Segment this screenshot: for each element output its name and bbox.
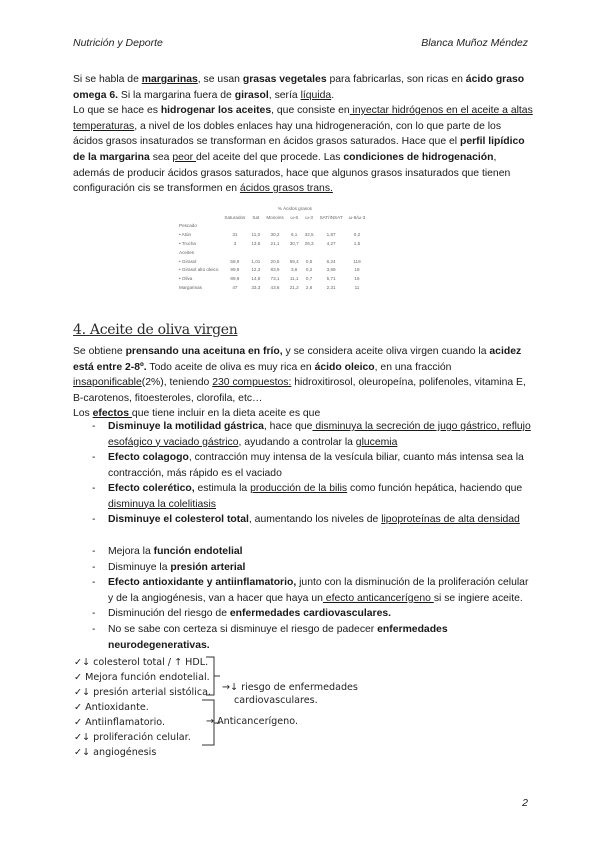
- summary-cardiovascular: →↓ riesgo de enfermedades: [222, 682, 358, 693]
- table-header-row: Saturados Sat Monoins ω-6 ω-3 SAT/INSAT ω-6/ω-3: [224, 214, 366, 220]
- summary-anticancer: → Anticancerígeno.: [206, 716, 299, 727]
- table-group-header: % Ácidos grasos: [277, 205, 312, 211]
- page-number: 2: [522, 797, 528, 809]
- table-row: • Girasol alto oleico 99,9 12,3 83,9 3,6 0,2 3,69 18: [179, 267, 360, 273]
- paragraph-margarinas: Si se habla de margarinas, se usan grasas vegetales para fabricarlas, son ricas en ácido graso omega 6. Si la margarina fuera de girasol, sería líquida. Lo que se hace es hidrogenar los aceites, que consiste en inyectar hidrógenos en el aceite a altas temperaturas, a nivel de los dobles enlaces hay una hidrogeneración, con lo que parte de los ácidos grasos insaturados se transforman en ácidos grasos saturados. Hace que el perfil lipídico de la margarina sea peor del aceite del que procede. Las condiciones de hidrogenación, además de producir ácidos grasos saturados, hace que algunos grasos insaturados que tienen configuración cis se transformen en ácidos grasos trans.: [73, 74, 533, 195]
- summary-item: ✓ Mejora función endotelial.: [74, 672, 210, 683]
- summary-item: ✓↓ presión arterial sistólica.: [74, 687, 212, 698]
- table-row: • Atún 31 11,0 30,2 6,1 32,5 1,87 0,2: [179, 232, 361, 238]
- summary-item: ✓↓ angiogénesis: [74, 747, 157, 758]
- list-item: - Efecto colagogo, contracción muy intensa de la vesícula biliar, cuanto más intensa sea la contracción, más rápido es el vaciado: [92, 452, 524, 479]
- summary-item: ✓↓ proliferación celular.: [74, 732, 191, 743]
- summary-item: ✓ Antioxidante.: [74, 702, 149, 713]
- paragraph-aceite-oliva: Se obtiene prensando una aceituna en frío, y se considera aceite oliva virgen cuando la acidez está entre 2-8º. Todo aceite de oliva es muy rica en ácido oleico, en una fracción insaponificable(2%), teniendo 230 compuestos: hidroxitirosol, oleuropeína, polifenoles, vitamina E, B-carotenos, fitoesteroles, clorofila, etc… Los efectos que tiene incluir en la dieta aceite es que: [73, 346, 526, 420]
- summary-item: ✓ Antiinflamatorio.: [74, 717, 166, 728]
- list-item: - Disminuye la motilidad gástrica, hace que disminuya la secreción de jugo gástrico, reflujo esofágico y vaciado gástrico, ayudando a controlar la glucemia: [92, 421, 531, 448]
- table-row: • Oliva 89,9 14,8 73,1 11,1 0,7 5,71 16: [179, 276, 360, 282]
- header-right: Blanca Muñoz Méndez: [421, 37, 528, 49]
- list-item: - Efecto colerético, estimula la producción de la bilis como función hepática, haciendo que disminuya la colelitiasis: [92, 483, 523, 510]
- table-row: Aceites: [179, 249, 195, 255]
- table-row: Margarinas 47 33,3 43,6 21,2 2,6 2,31 11: [179, 285, 360, 291]
- fatty-acid-table: [176, 204, 368, 292]
- list-item: - No se sabe con certeza si disminuye el riesgo de padecer enfermedades neurodegenerativas.: [92, 624, 448, 651]
- table-row: • Trucha 3 13,6 21,1 30,7 26,3 4,27 1,5: [179, 241, 361, 247]
- list-item: - Disminuye el colesterol total, aumentando los niveles de lipoproteínas de alta densidad: [92, 514, 520, 525]
- list-item: - Efecto antioxidante y antiinflamatorio, junto con la disminución de la proliferación celular y de la angiogénesis, van a hacer que haya un efecto anticancerígeno si se ingiere aceite.: [92, 577, 529, 604]
- bracket-cardiovascular: [206, 657, 214, 695]
- summary-item: ✓↓ colesterol total / ↑ HDL.: [74, 657, 209, 668]
- summary-cardiovascular-cont: cardiovasculares.: [234, 695, 318, 706]
- table-row: Pescado: [179, 223, 197, 229]
- list-item: - Disminuye la presión arterial: [92, 562, 246, 573]
- list-item: - Disminución del riesgo de enfermedades cardiovasculares.: [92, 608, 392, 619]
- list-item: - Mejora la función endotelial: [92, 546, 243, 557]
- table-row: • Girasol 58,9 1,01 20,5 59,4 0,5 6,24 119: [179, 258, 361, 264]
- header-left: Nutrición y Deporte: [73, 37, 163, 49]
- section-heading: 4. Aceite de oliva virgen: [73, 322, 238, 338]
